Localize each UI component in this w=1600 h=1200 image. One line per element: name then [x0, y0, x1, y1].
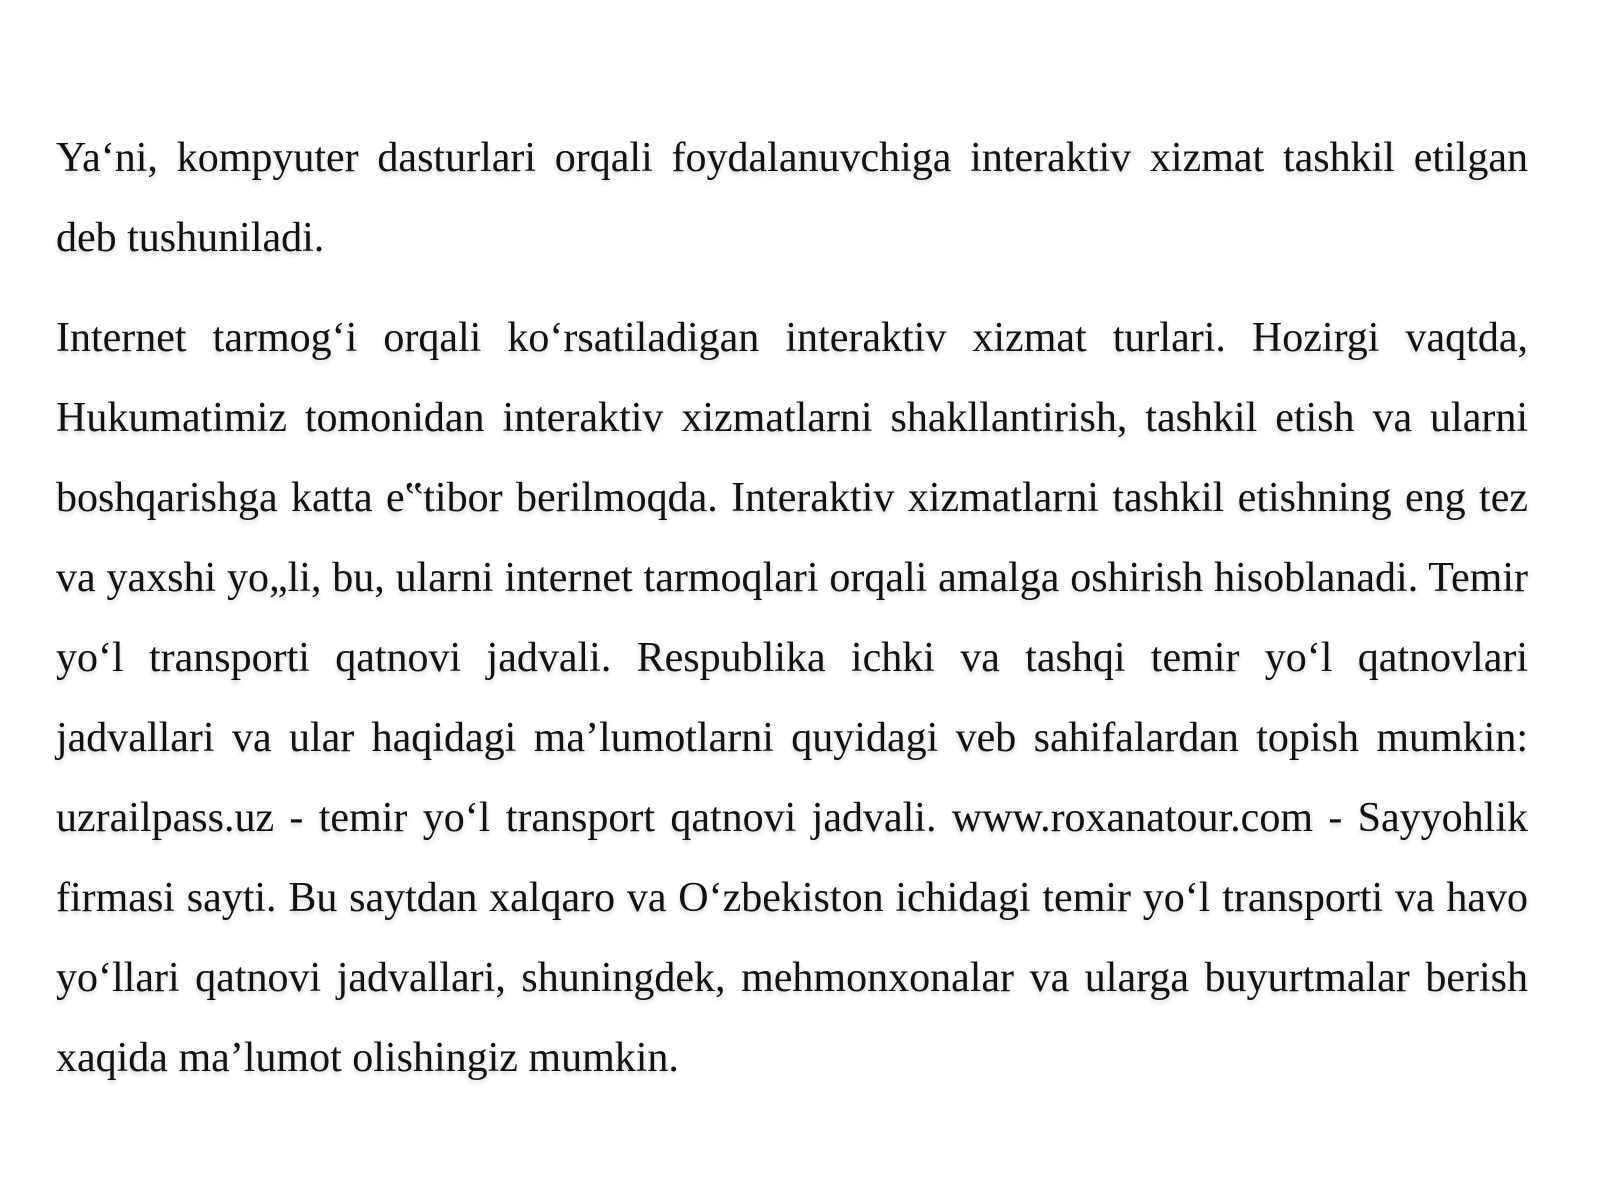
document-page [56, 118, 1528, 1098]
paragraph-definition: Ya‘ni, kompyuter dasturlari orqali foydalanuvchiga interaktiv xizmat tashkil etilgan deb tushuniladi. [56, 135, 1528, 261]
paragraph-interactive-services: Internet tarmog‘i orqali ko‘rsatiladigan interaktiv xizmat turlari. Hozirgi vaqtda, Hukumatimiz tomonidan interaktiv xizmatlarni shakllantirish, tashkil etish va ularni boshqarishga katta e‟tibor berilmoqda. Interaktiv xizmatlarni tashkil etishning eng tez va yaxshi yo„li, bu, ularni internet tarmoqlari orqali amalga oshirish hisoblanadi. Temir yo‘l transporti qatnovi jadvali. Respublika ichki va tashqi temir yo‘l qatnovlari jadvallari va ular haqidagi ma’lumotlarni quyidagi veb sahifalardan topish mumkin: uzrailpass.uz - temir yo‘l transport qatnovi jadvali. www.roxanatour.com - Sayyohlik firmasi sayti. Bu saytdan xalqaro va O‘zbekiston ichidagi temir yo‘l transporti va havo yo‘llari qatnovi jadvallari, shuningdek, mehmonxonalar va ularga buyurtmalar berish xaqida ma’lumot olishingiz mumkin. [56, 315, 1528, 1081]
